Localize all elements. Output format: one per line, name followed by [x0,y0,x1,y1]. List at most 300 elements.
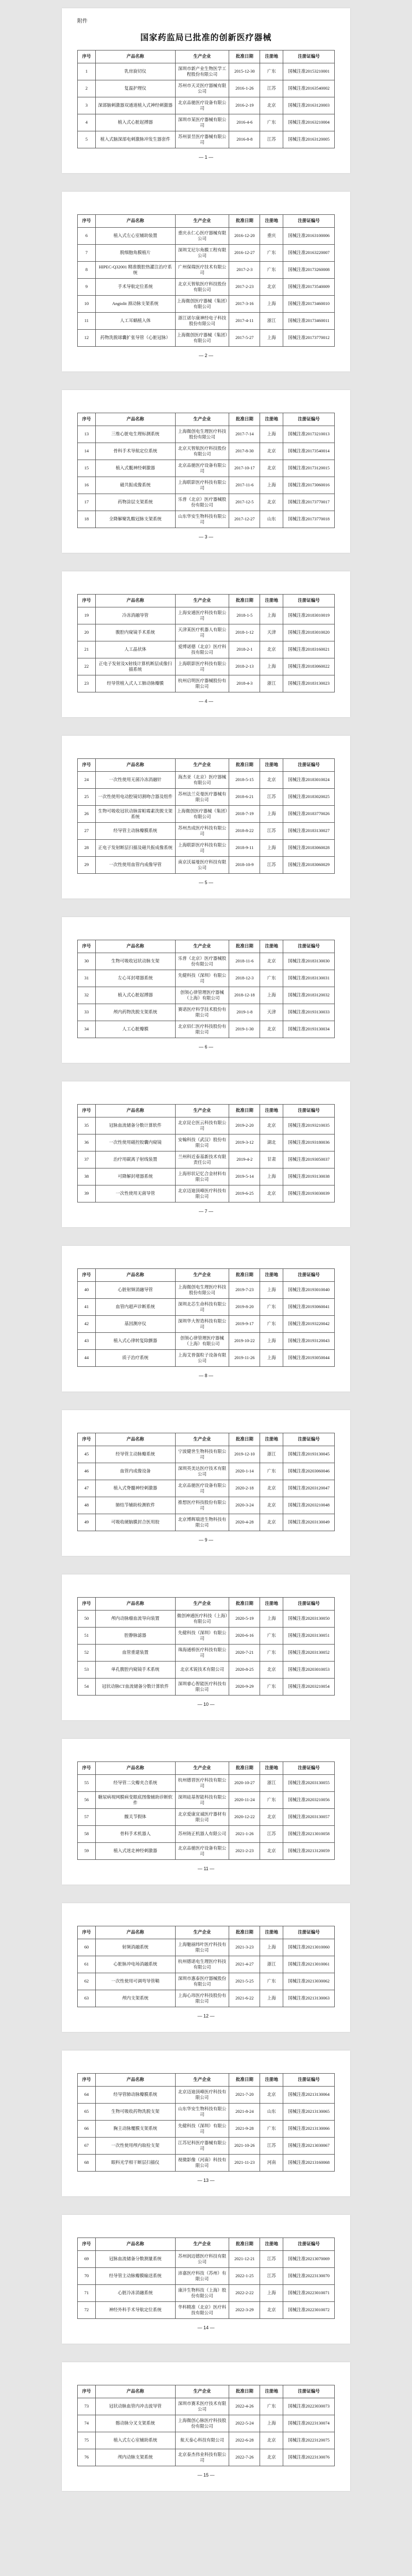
page-number: — 5 — [198,880,213,885]
product-name: 单孔腹腔内窥镜手术系统 [95,1662,175,1679]
column-header-registration-place: 注册地 [260,595,283,607]
approval-date: 2016-1-26 [229,80,260,97]
table-header-row [78,940,335,953]
registration-number: 国械注准20203210054 [283,1679,335,1696]
row-number: 34 [78,1021,96,1038]
row-number: 44 [78,1350,96,1367]
row-number: 32 [78,987,96,1004]
column-header-manufacturer: 生产企业 [175,759,229,772]
column-header-row-number: 序号 [78,2074,96,2087]
registration-place: 北京 [260,2302,283,2319]
approval-date: 2021-6-22 [229,1990,260,2007]
table-row [78,1956,335,1973]
registration-number: 国械注准20173460011 [283,313,335,330]
registration-number: 国械注准20173060016 [283,477,335,494]
registration-number: 国械注准20203130050 [283,1611,335,1628]
table-row [78,1004,335,1021]
product-name: 糖尿病视网膜病变眼底图像辅助诊断软件 [95,1792,175,1809]
table-row [78,1021,335,1038]
registration-place: 上海 [260,296,283,313]
registration-place: 北京 [260,2449,283,2466]
column-header-approval-date: 批准日期 [229,413,260,426]
manufacturer: 上海形状记忆合金材料有限公司 [175,1168,229,1185]
approval-date: 2017-3-16 [229,296,260,313]
column-header-registration-place: 注册地 [260,1926,283,1939]
manufacturer: 杭州德晋医疗科技有限公司 [175,1775,229,1792]
column-header-manufacturer: 生产企业 [175,1598,229,1611]
table-row [78,2251,335,2268]
registration-place: 北京 [260,1021,283,1038]
registration-place: 江苏 [260,2251,283,2268]
approval-date: 2017-8-30 [229,443,260,460]
document-page [62,1739,350,1885]
row-number: 72 [78,2302,96,2319]
approval-date: 2022-3-29 [229,2302,260,2319]
table-header-row [78,759,335,772]
approval-date: 2021-5-25 [229,1973,260,1990]
row-number: 56 [78,1792,96,1809]
row-number: 64 [78,2087,96,2104]
manufacturer: 深圳市惠泰医疗器械股份有限公司 [175,1973,229,1990]
approval-date: 2022-4-26 [229,2398,260,2415]
registration-place: 广东 [260,1463,283,1480]
column-header-registration-place: 注册地 [260,1598,283,1611]
registration-place: 天津 [260,1004,283,1021]
manufacturer: 上海微创医疗器械（集团）有限公司 [175,330,229,347]
table-row [78,987,335,1004]
approval-date: 2019-11-26 [229,1350,260,1367]
row-number: 67 [78,2138,96,2155]
table-row [78,262,335,279]
column-header-manufacturer: 生产企业 [175,215,229,228]
row-number: 15 [78,460,96,477]
product-name: 髋关节假体 [95,1809,175,1826]
manufacturer: 广州保瑞医疗技术有限公司 [175,262,229,279]
table-row [78,953,335,970]
product-name: 植入式骶神经刺激器 [95,460,175,477]
product-name: 骨科手术机器人 [95,1826,175,1843]
device-table [77,1268,335,1367]
table-row [78,2104,335,2121]
registration-place: 上海 [260,477,283,494]
page-number: — 11 — [197,1866,215,1871]
manufacturer: 上海安通医疗科技有限公司 [175,607,229,624]
column-header-registration-number: 注册证编号 [283,413,335,426]
row-number: 33 [78,1004,96,1021]
registration-place: 上海 [260,1333,283,1350]
device-table [77,1597,335,1696]
table-row [78,1939,335,1956]
row-number: 4 [78,114,96,131]
table-row [78,607,335,624]
product-name: 复温护理仪 [95,80,175,97]
manufacturer: 杭州启明医疗器械股份有限公司 [175,675,229,692]
row-number: 48 [78,1497,96,1514]
approval-date: 2020-9-29 [229,1679,260,1696]
column-header-approval-date: 批准日期 [229,1105,260,1117]
row-number: 60 [78,1939,96,1956]
manufacturer: 深圳市某医疗器械有限公司 [175,114,229,131]
product-name: 冷冻消融导管 [95,607,175,624]
registration-place: 江苏 [260,2138,283,2155]
product-name: 植入式左心室辅助系统 [95,2432,175,2449]
page-number: — 2 — [198,353,213,358]
manufacturer: 南京沃福曼医疗科技有限公司 [175,857,229,874]
column-header-manufacturer: 生产企业 [175,1433,229,1446]
approval-date: 2020-7-21 [229,1645,260,1662]
column-header-registration-number: 注册证编号 [283,215,335,228]
table-row [78,80,335,97]
registration-place: 广东 [260,1299,283,1316]
manufacturer: 苏州市天灵医疗器械有限公司 [175,80,229,97]
manufacturer: 安翰科技（武汉）股份有限公司 [175,1134,229,1151]
row-number: 23 [78,675,96,692]
approval-date: 2018-8-22 [229,823,260,840]
manufacturer: 乐普（北京）医疗器械股份有限公司 [175,494,229,511]
manufacturer: 北京品驰医疗设备有限公司 [175,1480,229,1497]
table-header-row [78,1762,335,1775]
approval-date: 2019-4-2 [229,1151,260,1168]
approval-date: 2019-3-12 [229,1134,260,1151]
registration-number: 国械注准20213130063 [283,1990,335,2007]
table-row [78,641,335,658]
page-number: — 1 — [198,155,213,160]
row-number: 43 [78,1333,96,1350]
row-number: 45 [78,1446,96,1463]
table-row [78,477,335,494]
manufacturer: 上海魅丽纬叶医疗科技有限公司 [175,1939,229,1956]
column-header-registration-number: 注册证编号 [283,595,335,607]
column-header-product-name: 产品名称 [95,2385,175,2398]
manufacturer: 苏州杰成医疗科技有限公司 [175,823,229,840]
row-number: 24 [78,772,96,789]
manufacturer: 重庆永仁心医疗器械有限公司 [175,228,229,245]
table-header-row [78,595,335,607]
approval-date: 2018-6-21 [229,789,260,806]
registration-number: 国械注准20173210013 [283,426,335,443]
manufacturer: 北京爱康宜诚医疗器材有限公司 [175,1809,229,1826]
registration-number: 国械注准20163210004 [283,114,335,131]
table-row [78,1826,335,1843]
registration-place: 北京 [260,953,283,970]
column-header-manufacturer: 生产企业 [175,1269,229,1282]
manufacturer: 浙江诺尔康神经电子科技股份有限公司 [175,313,229,330]
row-number: 12 [78,330,96,347]
registration-place: 广东 [260,262,283,279]
registration-number: 国械注准20163540002 [283,80,335,97]
table-row [78,511,335,528]
table-row [78,1775,335,1792]
page-number: — 7 — [198,1209,213,1214]
approval-date: 2020-11-24 [229,1792,260,1809]
registration-number: 国械注准20193010040 [283,1282,335,1299]
table-row [78,97,335,114]
registration-number: 国械注准20203120047 [283,1480,335,1497]
column-header-manufacturer: 生产企业 [175,2074,229,2087]
registration-number: 国械注准20223030073 [283,2398,335,2415]
table-row [78,1628,335,1645]
product-name: 药物涂层支架系统 [95,494,175,511]
registration-place: 广东 [260,1316,283,1333]
row-number: 58 [78,1826,96,1843]
manufacturer: 山东华安生物科技有限公司 [175,511,229,528]
manufacturer: 先健科技（深圳）有限公司 [175,2121,229,2138]
column-header-registration-number: 注册证编号 [283,940,335,953]
column-header-registration-number: 注册证编号 [283,1926,335,1939]
approval-date: 2019-2-20 [229,1117,260,1134]
registration-place: 上海 [260,2415,283,2432]
product-name: 一次性使用无菌导管 [95,1185,175,1202]
column-header-product-name: 产品名称 [95,1926,175,1939]
device-table [77,2073,335,2172]
approval-date: 2019-5-14 [229,1168,260,1185]
manufacturer: 宁波健世生物科技有限公司 [175,1446,229,1463]
manufacturer: 上海联影医疗科技有限公司 [175,658,229,675]
row-number: 47 [78,1480,96,1497]
registration-place: 北京 [260,772,283,789]
product-name: 植入式脑深部电刺激脉冲发生器套件 [95,131,175,148]
registration-place: 北京 [260,1514,283,1531]
approval-date: 2020-6-16 [229,1628,260,1645]
approval-date: 2015-12-30 [229,63,260,80]
column-header-row-number: 序号 [78,2238,96,2251]
registration-number: 国械注准20183010020 [283,624,335,641]
manufacturer: 上海微创医疗器械（集团）有限公司 [175,296,229,313]
row-number: 37 [78,1151,96,1168]
registration-number: 国械注准20193030039 [283,1185,335,1202]
product-name: 冠脉血流储备分数计算软件 [95,1117,175,1134]
device-table [77,50,335,148]
device-table [77,214,335,347]
table-row [78,460,335,477]
product-name: 乳房旋切仪 [95,63,175,80]
table-row [78,1350,335,1367]
registration-number: 国械注准20153210001 [283,63,335,80]
registration-place: 广东 [260,1628,283,1645]
table-header-row [78,2238,335,2251]
manufacturer: 深圳北芯生命科技有限公司 [175,1299,229,1316]
registration-place: 北京 [260,97,283,114]
registration-number: 国械注准20223130076 [283,2449,335,2466]
registration-number: 国械注准20213130064 [283,2087,335,2104]
registration-number: 国械注准20193050037 [283,1151,335,1168]
registration-place: 广东 [260,1679,283,1696]
row-number: 26 [78,806,96,823]
approval-date: 2020-5-19 [229,1611,260,1628]
product-name: 颅内药物洗脱支架系统 [95,1004,175,1021]
manufacturer: 上海微创心脉医疗科技股份有限公司 [175,2415,229,2432]
manufacturer: 航天泰心科技有限公司 [175,2432,229,2449]
column-header-registration-place: 注册地 [260,1105,283,1117]
manufacturer: 先健科技（深圳）有限公司 [175,970,229,987]
row-number: 65 [78,2104,96,2121]
approval-date: 2017-2-3 [229,262,260,279]
registration-number: 国械注准20193050044 [283,1350,335,1367]
column-header-registration-place: 注册地 [260,50,283,63]
registration-place: 北京 [260,460,283,477]
table-header-row [78,2074,335,2087]
table-row [78,2087,335,2104]
manufacturer: 上海微创医疗器械（集团）有限公司 [175,806,229,823]
approval-date: 2022-6-28 [229,2432,260,2449]
row-number: 39 [78,1185,96,1202]
device-table [77,758,335,874]
table-row [78,1843,335,1860]
registration-number: 国械注准20193060041 [283,1299,335,1316]
approval-date: 2020-2-18 [229,1480,260,1497]
registration-number: 国械注准20163120003 [283,97,335,114]
product-name: 经导管主动脉瓣膜输送系统 [95,2268,175,2285]
registration-place: 广东 [260,114,283,131]
manufacturer: 北京泰杰伟业科技有限公司 [175,2449,229,2466]
registration-number: 国械注准20203130055 [283,1775,335,1792]
column-header-row-number: 序号 [78,595,96,607]
product-name: 治疗用碳离子射线装置 [95,1151,175,1168]
product-name: 血管内超声诊断系统 [95,1299,175,1316]
product-name: 经导管二尖瓣夹合系统 [95,1775,175,1792]
approval-date: 2018-2-13 [229,658,260,675]
registration-number: 国械注准20193210035 [283,1117,335,1134]
approval-date: 2017-2-23 [229,279,260,296]
product-name: 一次性使用可调弯导管鞘 [95,1973,175,1990]
product-name: 生物可吸收药物洗脱支架 [95,2104,175,2121]
product-name: 正电子发射断层扫描及磁共振成像系统 [95,840,175,857]
column-header-approval-date: 批准日期 [229,595,260,607]
registration-number: 国械注准20213120059 [283,1843,335,1860]
column-header-manufacturer: 生产企业 [175,50,229,63]
table-row [78,63,335,80]
manufacturer: 苏州铸正机器人有限公司 [175,1826,229,1843]
manufacturer: 上海心玮医疗科技股份有限公司 [175,1990,229,2007]
device-table [77,1104,335,1202]
registration-place: 上海 [260,1611,283,1628]
manufacturer: 天津某医疗机器人有限公司 [175,624,229,641]
registration-number: 国械注准20203210048 [283,1497,335,1514]
approval-date: 2017-10-17 [229,460,260,477]
manufacturer: 北京品驰医疗设备有限公司 [175,97,229,114]
approval-date: 2018-2-1 [229,641,260,658]
product-name: 人工心脏瓣膜 [95,1021,175,1038]
table-row [78,1463,335,1480]
registration-number: 国械注准20213130065 [283,2104,335,2121]
registration-place: 北京 [260,1185,283,1202]
row-number: 10 [78,296,96,313]
product-name: 冠脉血流储备分数测量系统 [95,2251,175,2268]
registration-number: 国械注准20203010053 [283,1662,335,1679]
column-header-product-name: 产品名称 [95,215,175,228]
table-header-row [78,215,335,228]
product-name: 人工晶状体 [95,641,175,658]
column-header-registration-number: 注册证编号 [283,1433,335,1446]
manufacturer: 北京天智航医疗科技股份有限公司 [175,279,229,296]
registration-place: 广东 [260,63,283,80]
column-header-registration-place: 注册地 [260,1433,283,1446]
table-row [78,279,335,296]
approval-date: 2017-12-5 [229,494,260,511]
column-header-approval-date: 批准日期 [229,1926,260,1939]
document [0,8,412,2491]
approval-date: 2020-8-25 [229,1662,260,1679]
approval-date: 2020-1-14 [229,1463,260,1480]
approval-date: 2016-12-27 [229,245,260,262]
registration-number: 国械注准20193220042 [283,1316,335,1333]
registration-number: 国械注准20213010058 [283,1826,335,1843]
column-header-registration-number: 注册证编号 [283,1762,335,1775]
registration-place: 浙江 [260,1775,283,1792]
registration-place: 上海 [260,2285,283,2302]
page-number: — 6 — [198,1044,213,1049]
registration-number: 国械注准20173540009 [283,279,335,296]
table-row [78,806,335,823]
table-row [78,1316,335,1333]
registration-number: 国械注准20183770026 [283,806,335,823]
table-row [78,426,335,443]
product-name: 可降解封堵器系统 [95,1168,175,1185]
column-header-approval-date: 批准日期 [229,2074,260,2087]
row-number: 46 [78,1463,96,1480]
document-page [62,1081,350,1227]
column-header-manufacturer: 生产企业 [175,413,229,426]
column-header-registration-number: 注册证编号 [283,2385,335,2398]
registration-number: 国械注准20173770017 [283,494,335,511]
row-number: 50 [78,1611,96,1628]
approval-date: 2017-11-6 [229,477,260,494]
manufacturer: 北京博辉瑞进生物科技有限公司 [175,1514,229,1531]
product-name: 经导管植入式人工肺动脉瓣膜 [95,675,175,692]
registration-number: 国械注准20213010061 [283,1956,335,1973]
column-header-row-number: 序号 [78,1433,96,1446]
registration-place: 江苏 [260,857,283,874]
registration-place: 上海 [260,1939,283,1956]
table-row [78,2155,335,2172]
registration-place: 江苏 [260,823,283,840]
approval-date: 2016-8-8 [229,131,260,148]
manufacturer: 上海联影医疗科技有限公司 [175,477,229,494]
table-row [78,1611,335,1628]
column-header-approval-date: 批准日期 [229,759,260,772]
registration-place: 上海 [260,806,283,823]
row-number: 54 [78,1679,96,1696]
manufacturer: 华科精准（北京）医疗科技有限公司 [175,2302,229,2319]
row-number: 36 [78,1134,96,1151]
registration-number: 国械注准20173120015 [283,460,335,477]
registration-place: 北京 [260,641,283,658]
table-row [78,1809,335,1826]
row-number: 14 [78,443,96,460]
document-page [62,1903,350,2032]
table-row [78,840,335,857]
manufacturer: 乐普（北京）医疗器械股份有限公司 [175,953,229,970]
column-header-row-number: 序号 [78,759,96,772]
row-number: 27 [78,823,96,840]
table-header-row [78,1598,335,1611]
row-number: 28 [78,840,96,857]
row-number: 3 [78,97,96,114]
document-page [62,2215,350,2344]
table-row [78,1117,335,1134]
page-number: — 10 — [197,1702,215,1707]
registration-number: 国械注准20203210056 [283,1792,335,1809]
manufacturer: 北京天智航医疗科技股份有限公司 [175,443,229,460]
approval-date: 2016-12-20 [229,228,260,245]
column-header-registration-number: 注册证编号 [283,1598,335,1611]
row-number: 42 [78,1316,96,1333]
registration-place: 北京 [260,2087,283,2104]
manufacturer: 爱博诺德（北京）医疗科技有限公司 [175,641,229,658]
product-name: 生物可吸收冠状动脉支架 [95,953,175,970]
row-number: 17 [78,494,96,511]
column-header-registration-number: 注册证编号 [283,1269,335,1282]
